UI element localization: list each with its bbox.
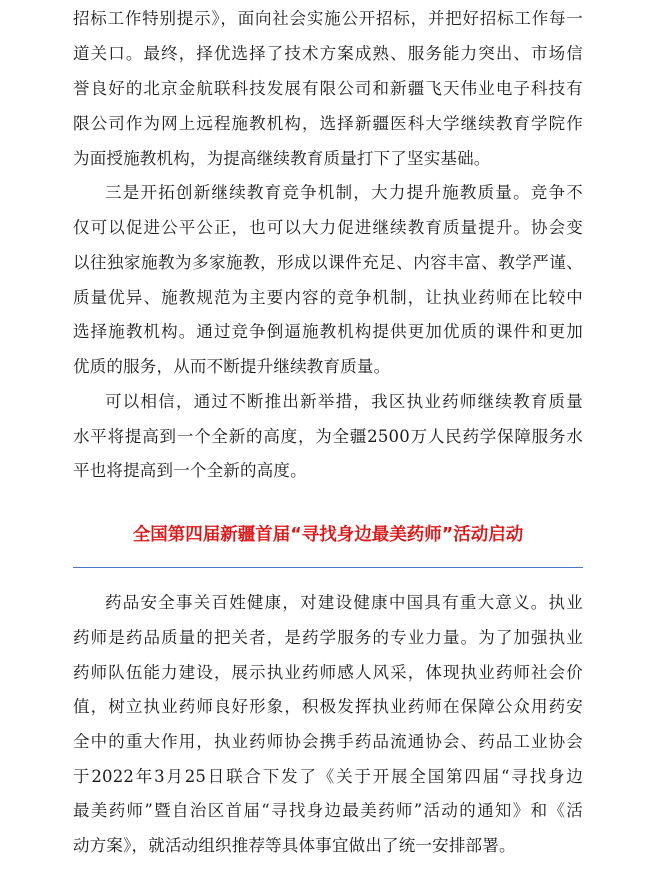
paragraph-1-line-3: 誉良好的北京金航联科技发展有限公司和新疆飞天伟业电子科技有 — [73, 79, 583, 98]
paragraph-2-line-4: 质量优异、施教规范为主要内容的竞争机制，让执业药师在比较中 — [73, 288, 583, 307]
paragraph-3-line-1: 可以相信，通过不断推出新举措，我区执业药师继续教育质量 — [105, 392, 583, 411]
section-body-line-3: 药师队伍能力建设，展示执业药师感人风采，体现执业药师社会价 — [73, 663, 583, 682]
paragraph-2-line-1: 三是开拓创新继续教育竞争机制，大力提升施教质量。竞争不 — [105, 183, 583, 202]
section-body-line-5: 全中的重大作用，执业药师协会携手药品流通协会、药品工业协会 — [73, 732, 583, 751]
paragraph-3-line-3: 平也将提高到一个全新的高度。 — [73, 461, 307, 480]
section-body-line-8: 动方案》，就活动组织推荐等具体事宜做出了统一安排部署。 — [73, 836, 516, 855]
section-heading: 全国第四届新疆首届“寻找身边最美药师”活动启动 — [132, 525, 524, 545]
section-body-line-7: 最美药师”暨自治区首届“寻找身边最美药师”活动的通知》和《活 — [73, 801, 583, 820]
paragraph-2-line-2: 仅可以促进公平公正，也可以大力促进继续教育质量提升。协会变 — [73, 218, 583, 237]
paragraph-2-line-3: 以往独家施教为多家施教，形成以课件充足、内容丰富、教学严谨、 — [73, 253, 583, 272]
paragraph-1-line-1: 招标工作特别提示》，面向社会实施公开招标，并把好招标工作每一 — [73, 9, 583, 28]
paragraph-2-line-5: 选择施教机构。通过竞争倒逼施教机构提供更加优质的课件和更加 — [73, 322, 583, 341]
paragraph-1-line-2: 道关口。最终，择优选择了技术方案成熟、服务能力突出、市场信 — [73, 44, 583, 63]
section-body-line-6: 于2022年3月25日联合下发了《关于开展全国第四届“寻找身边 — [73, 767, 583, 786]
heading-divider — [73, 567, 583, 568]
section-body-line-4: 值，树立执业药师良好形象，积极发挥执业药师在保障公众用药安 — [73, 697, 583, 716]
paragraph-2-line-6: 优质的服务，从而不断提升继续教育质量。 — [73, 357, 391, 376]
section-body-line-2: 药师是药品质量的把关者，是药学服务的专业力量。为了加强执业 — [73, 628, 583, 647]
paragraph-3-line-2: 水平将提高到一个全新的高度，为全疆2500万人民药学保障服务水 — [73, 427, 583, 446]
paragraph-1-line-4: 限公司作为网上远程施教机构，选择新疆医科大学继续教育学院作 — [73, 114, 583, 133]
paragraph-1-line-5: 为面授施教机构，为提高继续教育质量打下了坚实基础。 — [73, 149, 491, 168]
section-body-line-1: 药品安全事关百姓健康，对建设健康中国具有重大意义。执业 — [105, 593, 583, 612]
